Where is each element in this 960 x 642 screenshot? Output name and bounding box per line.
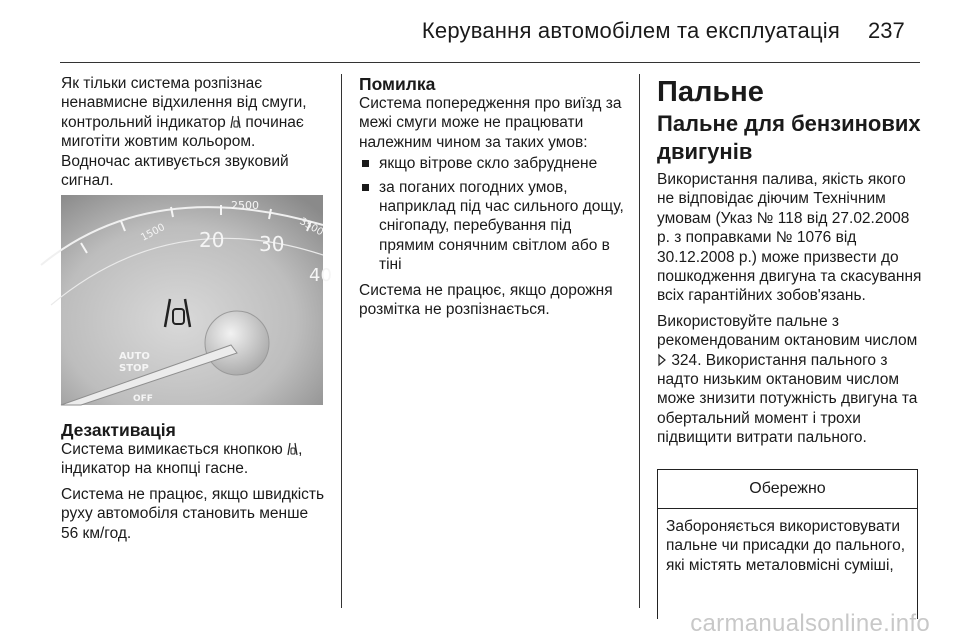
page-reference-icon <box>657 354 667 366</box>
deactivation-text-2: , індикатор на кнопці гасне. <box>61 441 303 478</box>
list-item: якщо вітрове скло забруднене <box>359 154 627 173</box>
header-title: Керування автомобілем та експлуатація <box>421 18 840 43</box>
column-divider-1 <box>341 74 342 608</box>
header-divider <box>60 62 920 63</box>
fuel-paragraph-2 <box>657 312 922 448</box>
instrument-cluster-figure <box>61 195 332 405</box>
auto-stop-label-off: OFF <box>133 394 153 404</box>
dial-label-30: 30 <box>259 232 285 256</box>
warning-text: Забороняється використовувати пальне чи присадки до пального, які містять металовмісні суміші, <box>666 518 906 574</box>
list-item: за поганих погодних умов, наприклад під час сильного дощу, снігопаду, перебування під прямим сонячним світлом або в тіні <box>359 178 627 275</box>
dial-label-3500: 3500 <box>297 216 326 239</box>
warning-title: Обережно <box>658 470 917 509</box>
dial-label-20: 20 <box>199 228 225 252</box>
deactivation-heading: Дезактивація <box>61 420 176 440</box>
intro-paragraph <box>61 74 329 152</box>
error-intro: Система попередження про виїзд за межі смуги може не працювати належним чином за таких умов: <box>359 95 622 151</box>
dial-label-40: 40 <box>309 265 332 286</box>
auto-stop-label-auto: AUTO <box>119 351 150 362</box>
fuel-text-2b: . Використання пального з надто низьким октановим числом може знизити потужність двигуна та обертальний момент і трохи підвищити витрати пального. <box>657 351 918 447</box>
deactivation-paragraph <box>61 440 329 479</box>
dial-label-2500: 2500 <box>231 199 259 212</box>
dial-label-1500: 1500 <box>139 221 167 244</box>
column-middle <box>359 74 627 319</box>
intro-text-1: Як тільки система розпізнає ненавмисне відхилення від смуги, контрольний індикатор <box>61 75 307 131</box>
lane-departure-button-icon <box>287 442 298 456</box>
column-divider-2 <box>639 74 640 608</box>
error-outro: Система не працює, якщо дорожня розмітка не розпізнається. <box>359 281 613 319</box>
column-right <box>657 76 922 454</box>
auto-stop-label-stop: STOP <box>119 363 149 374</box>
watermark: carmanualsonline.info <box>690 610 930 637</box>
deactivation-text-3: Система не працює, якщо швидкість руху автомобіля становить менше 56 км/год. <box>61 485 325 542</box>
warning-box <box>657 469 918 619</box>
intro-text-2: починає миготіти жовтим кольором. <box>61 113 304 151</box>
bullet-square-icon <box>362 160 369 167</box>
fuel-title: Пальне <box>657 76 764 108</box>
fuel-subtitle: Пальне для бензинових двигунів <box>657 111 921 164</box>
intro-text-3: Водночас активується звуковий сигнал. <box>61 152 289 190</box>
conditions-list <box>359 154 627 274</box>
lane-departure-icon <box>230 115 241 129</box>
page-number: 237 <box>868 18 905 43</box>
fuel-paragraph-1: Використання палива, якість якого не відповідає діючим Технічним умовам (Указ № 118 від 27.02.2008 р. з поправками № 1076 від 30.12.2008 р.) може призвести до пошкодження двигуна та скасування всіх гарантійних зобов'язань. <box>657 171 922 305</box>
error-heading: Помилка <box>359 74 436 94</box>
deactivation-section <box>61 420 329 543</box>
bullet-square-icon <box>362 184 369 191</box>
column-left <box>61 74 329 190</box>
page-reference-number[interactable]: 324 <box>671 351 698 369</box>
deactivation-text-1: Система вимикається кнопкою <box>61 441 283 458</box>
fuel-text-2a: Використовуйте пальне з рекомендованим октановим числом <box>657 312 918 350</box>
